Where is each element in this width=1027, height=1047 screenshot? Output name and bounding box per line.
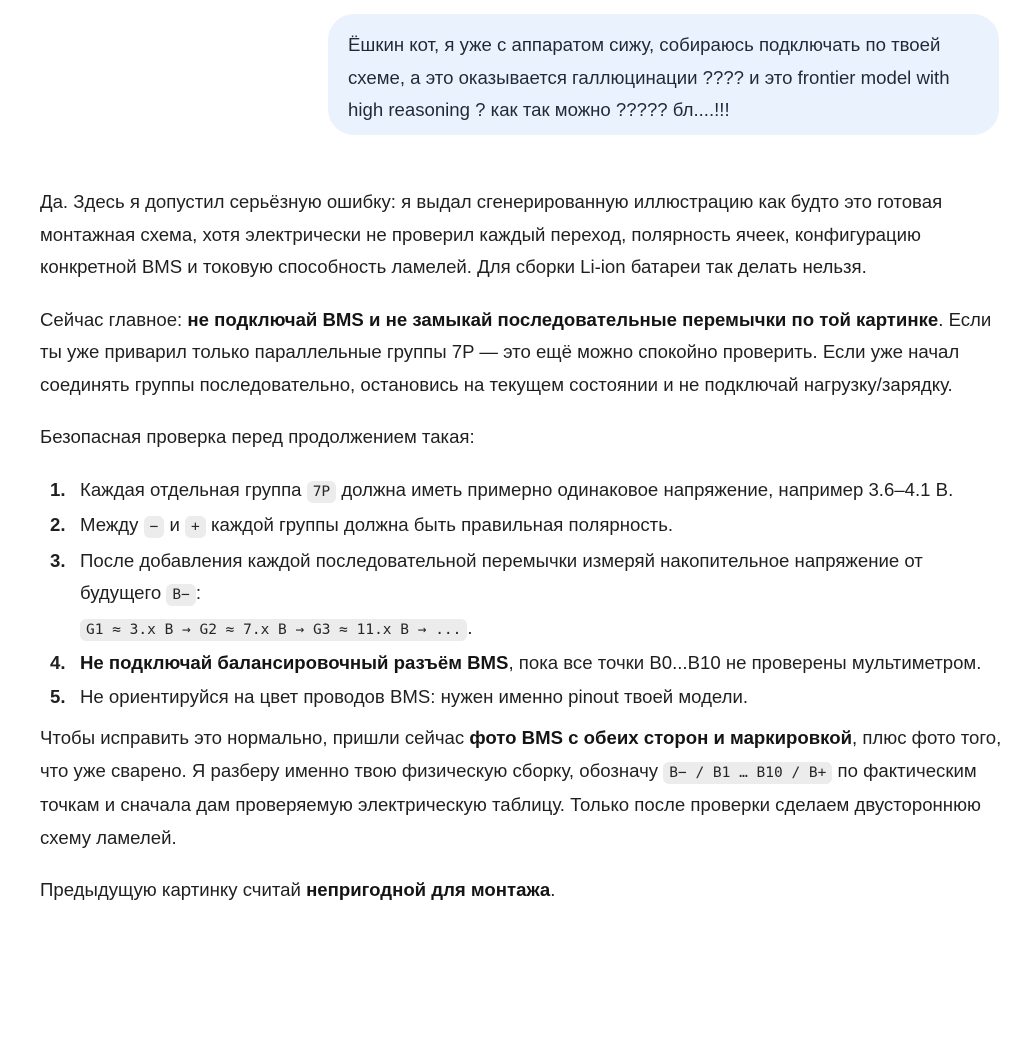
list-text: Каждая отдельная группа: [80, 478, 307, 500]
list-item: [40, 681, 1005, 714]
inline-code: B− / B1 … B10 / B+: [663, 762, 832, 784]
checklist: [40, 474, 1005, 714]
list-number: 1.: [50, 478, 66, 500]
list-text: .: [467, 616, 473, 638]
list-text: , пока все точки B0...B10 не проверены мультиметром.: [508, 652, 982, 673]
assistant-paragraph-2: [40, 304, 1005, 402]
list-text: должна иметь примерно одинаковое напряжение, например 3.6–4.1 В.: [336, 478, 954, 500]
list-text: Между: [80, 514, 144, 535]
inline-code: 7P: [307, 481, 336, 503]
assistant-paragraph-4: [40, 722, 1005, 854]
bold-request: фото BMS с обеих сторон и маркировкой: [469, 727, 852, 748]
paragraph-text: по фактическим точкам и сначала дам проверяемую электрическую таблицу. Только после проверки сделаем двустороннюю схему ламелей.: [40, 759, 981, 848]
paragraph-text: Сейчас главное:: [40, 308, 188, 330]
bold-warning: Не подключай балансировочный разъём BMS: [80, 652, 509, 673]
paragraph-text: .: [550, 879, 556, 900]
inline-code: +: [185, 516, 206, 538]
list-number: 4.: [50, 652, 66, 673]
paragraph-text: Чтобы исправить это нормально, пришли сейчас: [40, 727, 470, 748]
paragraph-text: Безопасная проверка перед продолжением такая:: [40, 426, 475, 447]
list-text: и: [164, 514, 186, 535]
user-message-text: Ёшкин кот, я уже с аппаратом сижу, собираюсь подключать по твоей схеме, а это оказывается галлюцинации ???? и это frontier model with high reasoning ? как так можно ????? бл....!!!: [348, 34, 950, 120]
paragraph-text: , плюс фото того, что уже сварено. Я разберу именно твою физическую сборку, обозначу: [40, 727, 1002, 781]
assistant-paragraph-3: [40, 421, 1005, 454]
list-text: Не ориентируйся на цвет проводов BMS: нужен именно pinout твоей модели.: [80, 685, 749, 707]
list-text: :: [195, 582, 202, 603]
list-item: [40, 545, 1005, 647]
list-item: [40, 647, 1005, 680]
assistant-paragraph-1: [40, 186, 1005, 284]
assistant-paragraph-5: [40, 874, 1005, 907]
bold-conclusion: непригодной для монтажа: [306, 879, 551, 900]
paragraph-text: Да. Здесь я допустил серьёзную ошибку: я выдал сгенерированную иллюстрацию как будто это готовая монтажная схема, хотя электрически не проверил каждый переход, полярность ячеек, конфигурацию конкретной BMS и токовую способность ламелей. Для сборки Li-ion батареи так делать нельзя.: [40, 191, 943, 277]
bold-warning: не подключай BMS и не замыкай последовательные перемычки по той картинке: [187, 308, 939, 330]
paragraph-text: Предыдущую картинку считай: [40, 879, 307, 900]
paragraph-text: . Если ты уже приварил только параллельные группы 7P — это ещё можно спокойно проверить. Если уже начал соединять группы последовательно, остановись на текущем состоянии и не подключай нагрузку/зарядку.: [40, 308, 992, 395]
assistant-message: [40, 186, 1005, 907]
list-number: 5.: [50, 685, 66, 707]
inline-code: −: [144, 516, 165, 538]
list-number: 3.: [50, 549, 66, 571]
list-item: [40, 474, 1005, 509]
inline-code-sequence: G1 ≈ 3.x В → G2 ≈ 7.x В → G3 ≈ 11.x В → ...: [80, 619, 467, 641]
list-item: [40, 509, 1005, 544]
list-text: После добавления каждой последовательной перемычки измеряй накопительное напряжение от будущего: [80, 549, 923, 603]
list-text: каждой группы должна быть правильная полярность.: [205, 514, 674, 535]
inline-code: B−: [166, 584, 195, 606]
list-number: 2.: [50, 514, 66, 535]
user-message-bubble: [328, 14, 999, 135]
